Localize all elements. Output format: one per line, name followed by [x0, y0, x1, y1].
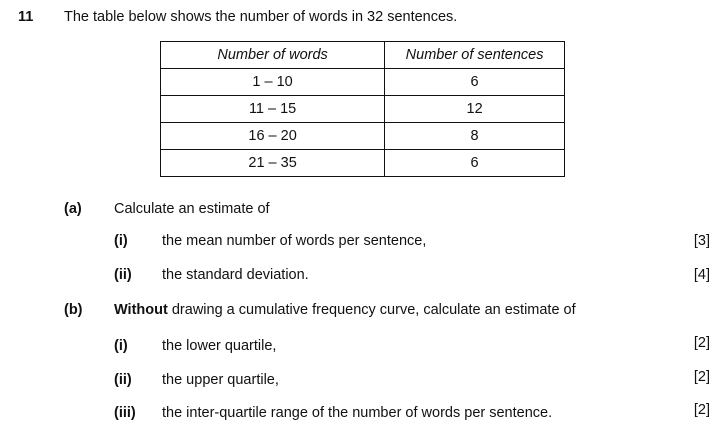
part-b-label: (b) — [64, 302, 83, 318]
cell-sentences: 6 — [385, 69, 565, 96]
question-number: 11 — [18, 9, 34, 25]
cell-words: 11 – 15 — [161, 96, 385, 123]
cell-words: 16 – 20 — [161, 123, 385, 150]
frequency-table — [160, 41, 565, 177]
part-b-i-text: the lower quartile, — [162, 338, 277, 354]
part-b-iii-text: the inter-quartile range of the number of words per sentence. — [162, 405, 553, 421]
part-b-iii-label: (iii) — [114, 405, 136, 421]
part-b-text: drawing a cumulative frequency curve, calculate an estimate of — [167, 302, 576, 318]
part-b-ii-marks: [2] — [693, 369, 710, 385]
cell-sentences: 6 — [385, 150, 565, 177]
part-a-i-marks: [3] — [693, 233, 710, 249]
cell-sentences: 8 — [385, 123, 565, 150]
part-b-ii-label: (ii) — [114, 372, 132, 388]
table-row — [161, 123, 565, 150]
question-intro: The table below shows the number of words in 32 sentences. — [64, 9, 458, 25]
part-b-i-label: (i) — [114, 338, 128, 354]
part-a-ii-marks: [4] — [693, 267, 710, 283]
part-a-text: Calculate an estimate of — [114, 201, 270, 217]
part-a-ii-text: the standard deviation. — [162, 267, 309, 283]
cell-sentences: 12 — [385, 96, 565, 123]
part-b-iii-marks: [2] — [693, 402, 710, 418]
part-a-i-text: the mean number of words per sentence, — [162, 233, 427, 249]
cell-words: 21 – 35 — [161, 150, 385, 177]
part-b-instruction — [114, 302, 576, 318]
part-b-i-marks: [2] — [693, 335, 710, 351]
header-number-of-sentences: Number of sentences — [385, 42, 565, 69]
cell-words: 1 – 10 — [161, 69, 385, 96]
part-b-ii-text: the upper quartile, — [162, 372, 279, 388]
table-row — [161, 69, 565, 96]
table-row — [161, 150, 565, 177]
part-a-label: (a) — [64, 201, 82, 217]
part-a-ii-label: (ii) — [114, 267, 132, 283]
part-a-i-label: (i) — [114, 233, 128, 249]
table-header-row — [161, 42, 565, 69]
part-b-bold-word: Without — [114, 302, 168, 318]
table-row — [161, 96, 565, 123]
header-number-of-words: Number of words — [161, 42, 385, 69]
